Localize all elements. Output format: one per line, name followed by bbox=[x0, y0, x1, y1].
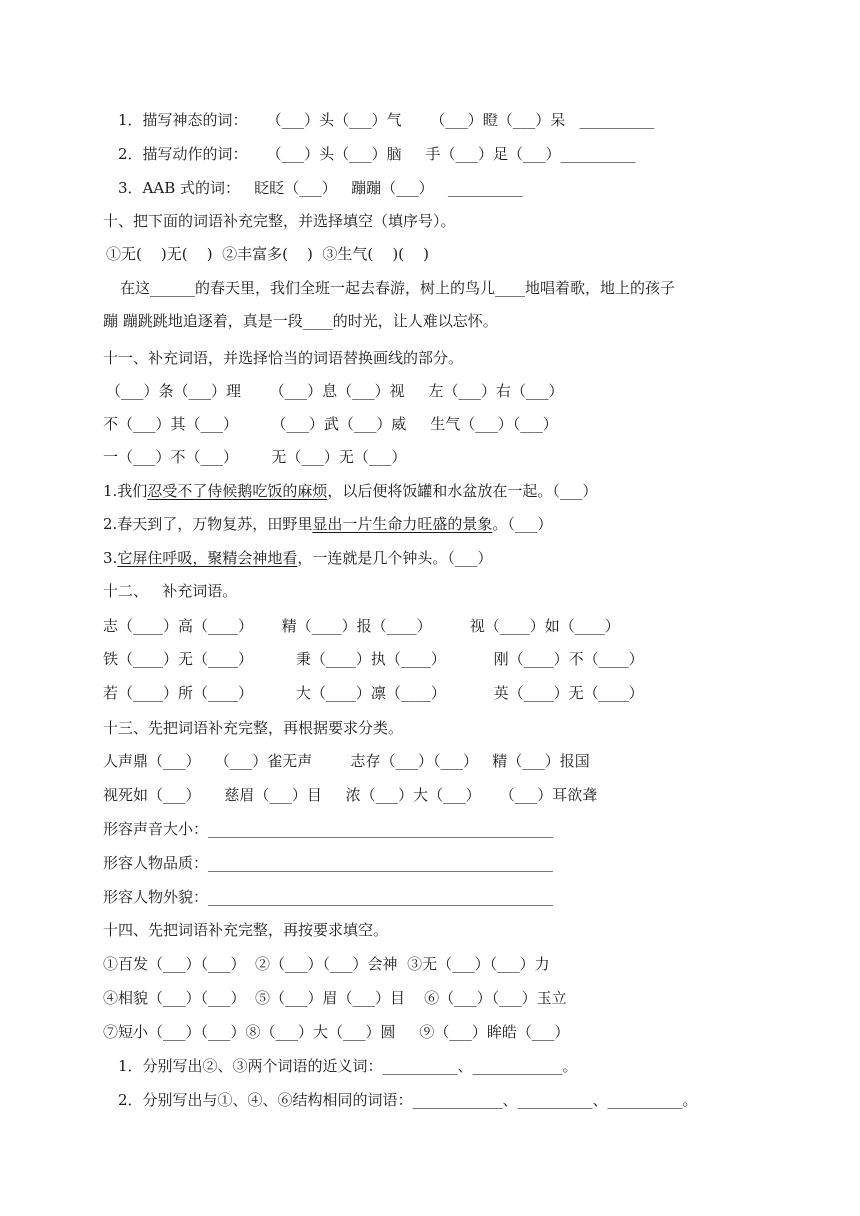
text-segment: 十四、先把词语补充完整，再按要求填空。 bbox=[103, 921, 389, 939]
text-line bbox=[103, 683, 644, 703]
text-line bbox=[103, 311, 498, 331]
text-segment: ，一连就是几个钟头。（___） bbox=[297, 549, 493, 567]
text-line bbox=[103, 649, 644, 669]
text-segment: 2.春天到了，万物复苏，田野里 bbox=[103, 515, 313, 533]
text-line bbox=[118, 1056, 578, 1076]
text-line bbox=[106, 381, 563, 401]
text-segment: 在这______的春天里，我们全班一起去春游，树上的鸟儿____地唱着歌，地上的孩子 bbox=[120, 279, 676, 297]
text-segment: ⑦短小（___）（___）⑧（___）大（___）圆 ⑨（___）眸皓（___） bbox=[103, 1023, 570, 1041]
text-segment: 形容声音大小：______________________________________________ bbox=[103, 820, 554, 838]
text-line bbox=[106, 244, 429, 264]
text-segment: 。（___） bbox=[492, 515, 553, 533]
text-line bbox=[103, 954, 550, 974]
text-segment: 十三、先把词语补充完整，再根据要求分类。 bbox=[103, 719, 404, 737]
text-segment: ，以后便将饭罐和水盆放在一起。（___） bbox=[327, 482, 598, 500]
text-line bbox=[103, 819, 553, 839]
text-line bbox=[103, 853, 553, 873]
text-line bbox=[103, 751, 590, 771]
text-segment: 十、把下面的词语补充完整，并选择填空（填序号）。 bbox=[103, 212, 456, 230]
text-segment: 十二、 补充词语。 bbox=[103, 582, 238, 600]
text-segment: 形容人物外貌：______________________________________________ bbox=[103, 888, 554, 906]
text-line bbox=[118, 110, 655, 130]
text-segment: 2．描写动作的词： （___）头（___）脑 手（___）足（___）__________ bbox=[118, 145, 636, 163]
text-segment: 一（___）不（___） 无（___）无（___） bbox=[103, 448, 407, 466]
text-line bbox=[103, 718, 403, 738]
text-segment: 铁（____）无（____） 秉（____）执（____） 刚（____）不（____） bbox=[103, 650, 644, 668]
text-line bbox=[103, 447, 406, 467]
text-segment: 3. bbox=[103, 549, 118, 567]
text-segment: ①无( )无( ) ②丰富多( ) ③生气( )( ) bbox=[106, 245, 429, 263]
text-line bbox=[103, 988, 567, 1008]
text-segment: 不（___）其（___） （___）武（___）威 生气（___）（___） bbox=[103, 415, 558, 433]
text-segment: 1．描写神态的词： （___）头（___）气 （___）瞪（___）呆 __________ bbox=[118, 111, 655, 129]
text-line bbox=[103, 414, 558, 434]
text-segment: 1．分别写出②、③两个词语的近义词：__________、____________。 bbox=[118, 1057, 578, 1075]
underlined-phrase: 显出一片生命力旺盛的景象 bbox=[312, 515, 493, 533]
text-line bbox=[103, 785, 597, 805]
text-segment: 1.我们 bbox=[103, 482, 148, 500]
text-line bbox=[103, 1022, 569, 1042]
underlined-phrase: 忍受不了侍候鹅吃饭的麻烦 bbox=[147, 482, 328, 500]
text-segment: 人声鼎（___） （___）雀无声 志存（___）（___） 精（___）报国 bbox=[103, 752, 590, 770]
text-line bbox=[120, 278, 675, 298]
text-line bbox=[103, 481, 597, 501]
text-line bbox=[103, 514, 552, 534]
text-segment: （___）条（___）理 （___）息（___）视 左（___）右（___） bbox=[106, 382, 564, 400]
text-line bbox=[103, 548, 492, 568]
text-segment: 志（____）高（____） 精（____）报（____） 视（____）如（____） bbox=[103, 617, 620, 635]
text-segment: 蹦 蹦跳跳地追逐着，真是一段____的时光，让人难以忘怀。 bbox=[103, 312, 498, 330]
text-line bbox=[103, 211, 456, 231]
text-segment: 3．AAB 式的词： 眨眨（___） 蹦蹦（___） __________ bbox=[118, 179, 523, 197]
text-line bbox=[103, 581, 237, 601]
underlined-phrase: 它屏住呼吸，聚精会神地看 bbox=[117, 549, 298, 567]
text-segment: ④相貌（___）（___） ⑤（___）眉（___）目 ⑥（___）（___）玉立 bbox=[103, 989, 567, 1007]
text-line bbox=[103, 887, 553, 907]
text-line bbox=[103, 348, 463, 368]
text-segment: 形容人物品质：______________________________________________ bbox=[103, 854, 554, 872]
text-line bbox=[103, 920, 388, 940]
text-segment: ①百发（___）（___） ②（___）（___）会神 ③无（___）（___）力 bbox=[103, 955, 550, 973]
text-segment: 若（____）所（____） 大（____）凛（____） 英（____）无（____） bbox=[103, 684, 644, 702]
text-line bbox=[118, 178, 523, 198]
text-segment: 视死如（___） 慈眉（___）目 浓（___）大（___） （___）耳欲聋 bbox=[103, 786, 598, 804]
text-line bbox=[103, 616, 620, 636]
text-segment: 十一、补充词语，并选择恰当的词语替换画线的部分。 bbox=[103, 349, 464, 367]
text-line bbox=[118, 1090, 698, 1110]
text-segment: 2．分别写出与①、④、⑥结构相同的词语：____________、__________、__________。 bbox=[118, 1091, 698, 1109]
text-line bbox=[118, 144, 635, 164]
